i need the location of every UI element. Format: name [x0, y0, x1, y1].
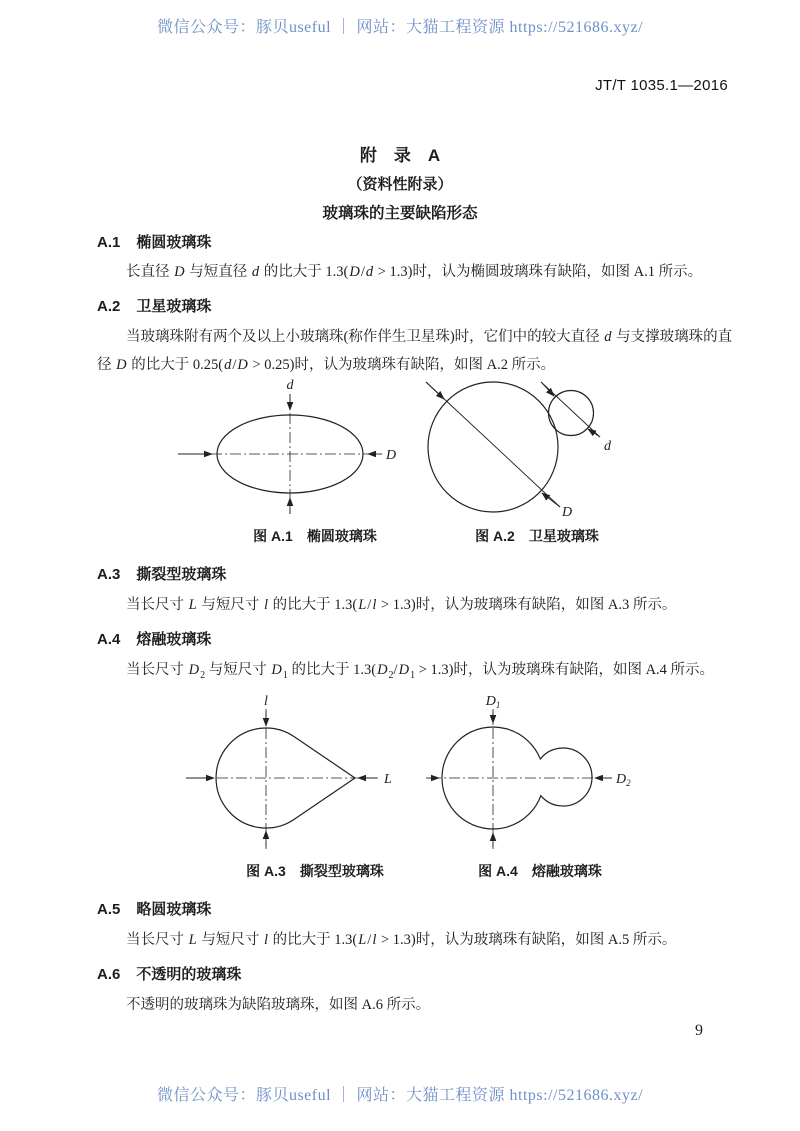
- section-a5-heading: [97, 898, 211, 919]
- figure-a3-caption: 图 A.3 撕裂型玻璃珠: [246, 863, 384, 879]
- watermark-bottom: 微信公众号：豚贝useful ｜ 网站：大猫工程资源 https://521686.xyz/: [156, 1087, 644, 1104]
- doc-number: JT/T 1035.1—2016: [595, 77, 728, 94]
- section-a4-heading: [97, 628, 211, 649]
- label-short-dim-D1: $D_1$: [485, 695, 501, 710]
- figure-a4-caption: 图 A.4 熔融玻璃珠: [478, 863, 602, 879]
- section-a5-number: A.5: [97, 901, 121, 918]
- page-number: 9: [695, 1022, 703, 1039]
- section-a6-title: 不透明的玻璃珠: [136, 966, 242, 983]
- appendix-subtitle: （资料性附录）: [347, 176, 453, 193]
- figure-a1-diagram: [160, 378, 405, 516]
- section-a2-body: 当玻璃珠附有两个及以上小玻璃珠(称作伴生卫星珠)时，它们中的较大直径 d 与支撑玻璃珠的直径 D 的比大于 0.25(d/D > 0.25)时，认为玻璃珠有缺陷，如图 A.2 所示。: [97, 329, 733, 373]
- section-a4-number: A.4: [97, 631, 121, 648]
- figure-a3-diagram: [172, 695, 407, 860]
- label-satellite-diameter-d: d: [604, 439, 611, 454]
- figure-a2-diagram: [408, 372, 648, 522]
- label-short-dim-l: l: [264, 695, 268, 709]
- label-support-diameter-D: D: [562, 505, 573, 520]
- section-a3-title: 撕裂型玻璃珠: [136, 566, 227, 583]
- section-a5-body: 当长尺寸 L 与短尺寸 l 的比大于 1.3(L/l > 1.3)时，认为玻璃珠有缺陷，如图 A.5 所示。: [126, 932, 677, 948]
- watermark-top: 微信公众号：豚贝useful ｜ 网站：大猫工程资源 https://521686.xyz/: [156, 19, 644, 36]
- section-a6-heading: [97, 963, 241, 984]
- section-a1-heading: [97, 231, 211, 252]
- appendix-heading: 玻璃珠的主要缺陷形态: [322, 205, 478, 222]
- section-a1-title: 椭圆玻璃珠: [136, 234, 212, 251]
- section-a5-title: 略圆玻璃珠: [136, 901, 212, 918]
- label-major-diameter-D: D: [386, 448, 397, 463]
- section-a1-body: 长直径 D 与短直径 d 的比大于 1.3(D/d > 1.3)时，认为椭圆玻璃珠有缺陷，如图 A.1 所示。: [126, 264, 703, 280]
- label-long-dim-L: L: [384, 772, 392, 787]
- figure-a4-diagram: [418, 695, 653, 860]
- figure-a1-caption: 图 A.1 椭圆玻璃珠: [253, 528, 377, 544]
- section-a2-number: A.2: [97, 298, 121, 315]
- section-a3-number: A.3: [97, 566, 121, 583]
- section-a2-title: 卫星玻璃珠: [136, 298, 212, 315]
- figure-a2-caption: 图 A.2 卫星玻璃珠: [475, 528, 599, 544]
- satellite-bead-outline: [549, 391, 594, 436]
- section-a1-number: A.1: [97, 234, 121, 251]
- appendix-title: 附 录 A: [359, 146, 441, 165]
- section-a6-number: A.6: [97, 966, 121, 983]
- section-a4-body: 当长尺寸 $D_2$ 与短尺寸 $D_1$ 的比大于 $1.3(D_2/D_1 > 1.3)$时，认为玻璃珠有缺陷，如图 A.4 所示。: [126, 662, 715, 681]
- label-minor-diameter-d: d: [286, 378, 294, 393]
- section-a3-heading: [97, 563, 226, 584]
- section-a4-title: 熔融玻璃珠: [136, 631, 212, 648]
- label-long-dim-D2: $D_2$: [616, 772, 631, 788]
- section-a3-body: 当长尺寸 L 与短尺寸 l 的比大于 1.3(L/l > 1.3)时，认为玻璃珠有缺陷，如图 A.3 所示。: [126, 597, 677, 613]
- section-a2-heading: [97, 295, 211, 316]
- section-a6-body: 不透明的玻璃珠为缺陷玻璃珠，如图 A.6 所示。: [126, 997, 431, 1013]
